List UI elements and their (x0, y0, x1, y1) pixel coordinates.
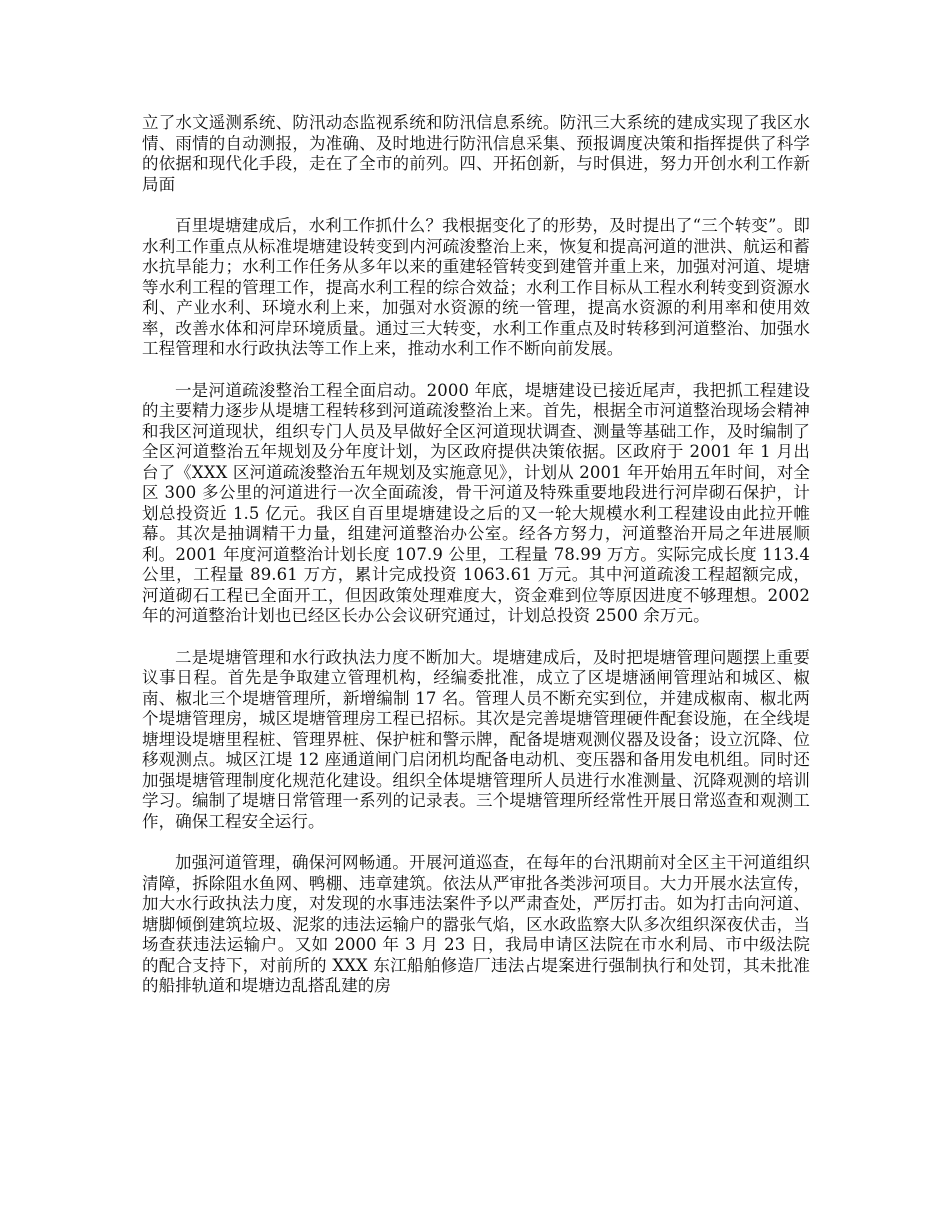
paragraph-1: 立了水文遥测系统、防汛动态监视系统和防汛信息系统。防汛三大系统的建成实现了我区水情、雨情的自动测报，为准确、及时地进行防汛信息采集、预报调度决策和指挥提供了科学的依据和现代化手段，走在了全市的前列。四、开拓创新，与时俱进，努力开创水利工作新局面 (142, 113, 810, 194)
paragraph-2: 百里堤塘建成后，水利工作抓什么？我根据变化了的形势，及时提出了“三个转变”。即水利工作重点从标准堤塘建设转变到内河疏浚整治上来，恢复和提高河道的泄洪、航运和蓄水抗旱能力；水利工作任务从多年以来的重建轻管转变到建管并重上来，加强对河道、堤塘等水利工程的管理工作，提高水利工程的综合效益；水利工作目标从工程水利转变到资源水利、产业水利、环境水利上来，加强对水资源的统一管理，提高水资源的利用率和使用效率，改善水体和河岸环境质量。通过三大转变，水利工作重点及时转移到河道整治、加强水工程管理和水行政执法等工作上来，推动水利工作不断向前发展。 (142, 216, 810, 358)
paragraph-4: 二是堤塘管理和水行政执法力度不断加大。堤塘建成后，及时把堤塘管理问题摆上重要议事日程。首先是争取建立管理机构，经编委批准，成立了区堤塘涵闸管理站和城区、椒南、椒北三个堤塘管理所，新增编制 17 名。管理人员不断充实到位，并建成椒南、椒北两个堤塘管理房，城区堤塘管理房工程已招标。其次是完善堤塘管理硬件配套设施，在全线堤塘埋设堤塘里程桩、管理界桩、保护桩和警示牌，配备堤塘观测仪器及设备；设立沉降、位移观测点。城区江堤 12 座通道闸门启闭机均配备电动机、变压器和备用发电机组。同时还加强堤塘管理制度化规范化建设。组织全体堤塘管理所人员进行水准测量、沉降观测的培训学习。编制了堤塘日常管理一系列的记录表。三个堤塘管理所经常性开展日常巡查和观测工作，确保工程安全运行。 (142, 647, 810, 831)
paragraph-5: 加强河道管理，确保河网畅通。开展河道巡查，在每年的台汛期前对全区主干河道组织清障，拆除阻水鱼网、鸭棚、违章建筑。依法从严审批各类涉河项目。大力开展水法宣传，加大水行政执法力度，对发现的水事违法案件予以严肃查处，严厉打击。如为打击向河道、塘脚倾倒建筑垃圾、泥浆的违法运输户的嚣张气焰，区水政监察大队多次组织深夜伏击，当场查获违法运输户。又如 2000 年 3 月 23 日，我局申请区法院在市水利局、市中级法院的配合支持下，对前所的 XXX 东江船舶修造厂违法占堤案进行强制执行和处罚，其未批准的船排轨道和堤塘边乱搭乱建的房 (142, 853, 810, 995)
paragraph-3: 一是河道疏浚整治工程全面启动。2000 年底，堤塘建设已接近尾声，我把抓工程建设的主要精力逐步从堤塘工程转移到河道疏浚整治上来。首先，根据全市河道整治现场会精神和我区河道现状，组织专门人员及早做好全区河道现状调查、测量等基础工作，及时编制了全区河道整治五年规划及分年度计划，为区政府提供决策依据。区政府于 2001 年 1 月出台了《XXX 区河道疏浚整治五年规划及实施意见》，计划从 2001 年开始用五年时间，对全区 300 多公里的河道进行一次全面疏浚，骨干河道及特殊重要地段进行河岸砌石保护，计划总投资近 1.5 亿元。我区自百里堤塘建设之后的又一轮大规模水利工程建设由此拉开帷幕。其次是抽调精干力量，组建河道整治办公室。经各方努力，河道整治开局之年进展顺利。2001 年度河道整治计划长度 107.9 公里，工程量 78.99 万方。实际完成长度 113.4 公里，工程量 89.61 万方，累计完成投资 1063.61 万元。其中河道疏浚工程超额完成，河道砌石工程已全面开工，但因政策处理难度大，资金难到位等原因进度不够理想。2002 年的河道整治计划也已经区长办公会议研究通过，计划总投资 2500 余万元。 (142, 380, 810, 625)
document-body (142, 113, 810, 1018)
